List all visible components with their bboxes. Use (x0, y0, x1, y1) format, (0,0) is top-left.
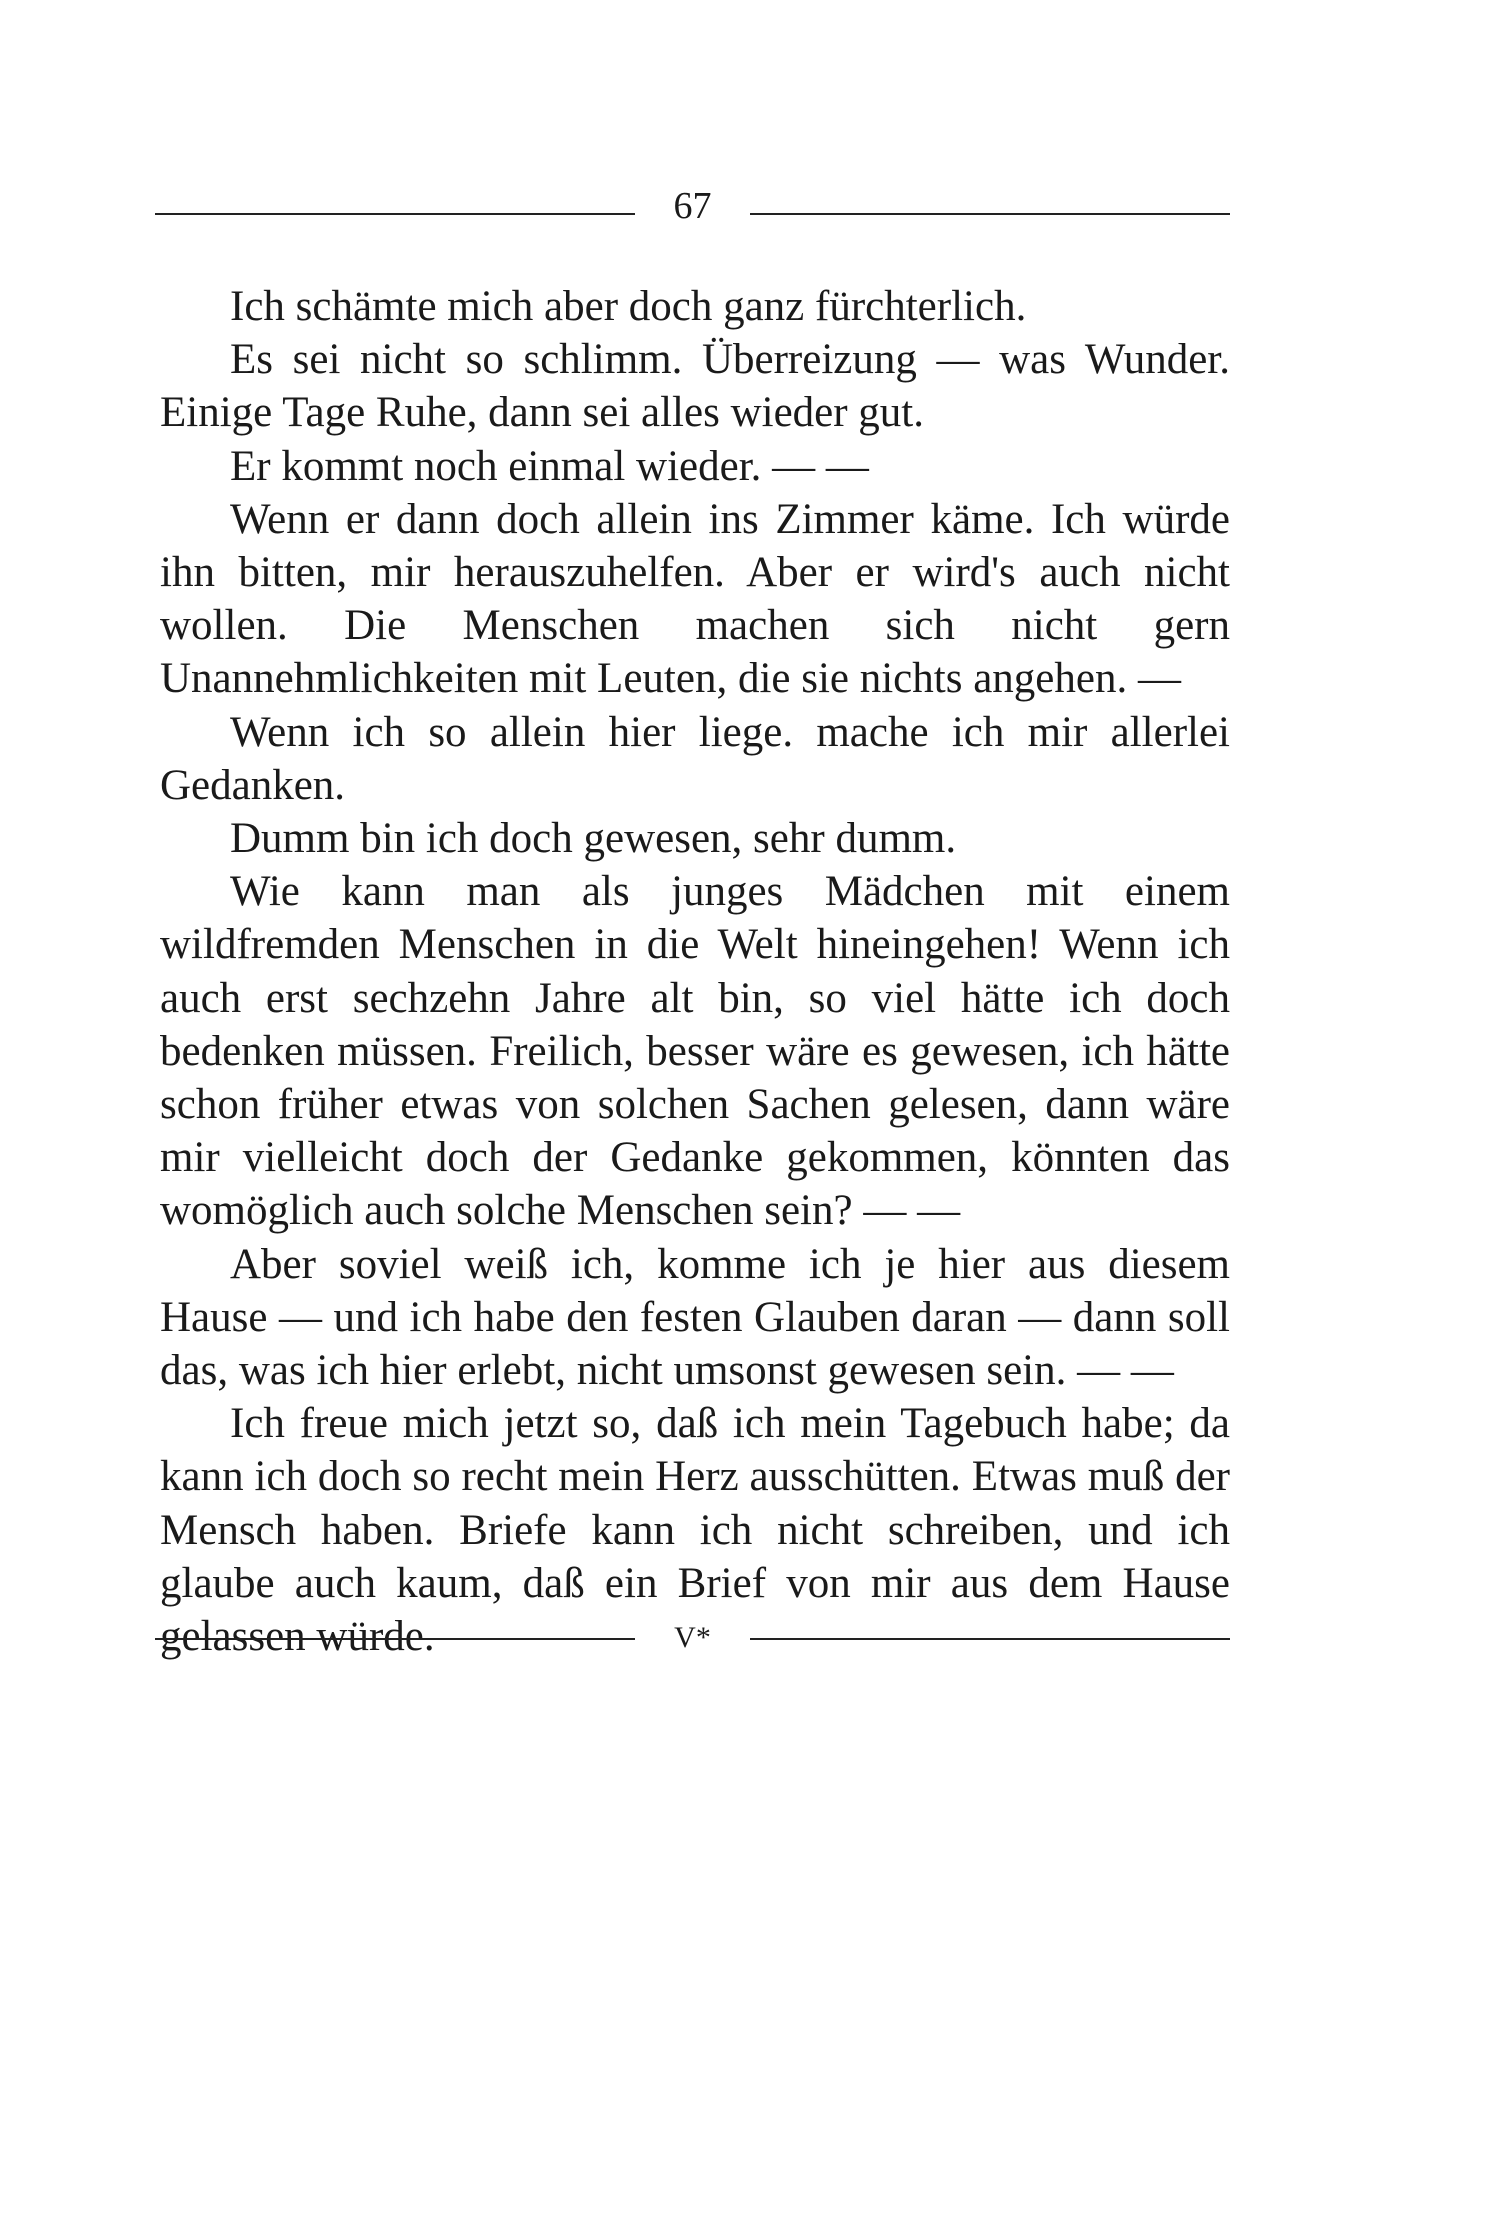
body-text (160, 280, 1230, 1663)
paragraph: Aber soviel weiß ich, komme ich je hier aus diesem Hause — und ich habe den festen Glauben daran — dann soll das, was ich hier erlebt, nicht umsonst gewesen sein. — — (160, 1240, 1230, 1395)
page-number: 67 (673, 185, 712, 227)
paragraph: Ich freue mich jetzt so, daß ich mein Tagebuch habe; da kann ich doch so recht mein Herz ausschütten. Etwas muß der Mensch haben. Briefe kann ich nicht schreiben, und ich glaube auch kaum, daß ein Brief von mir aus dem Hause gelassen würde. (160, 1400, 1230, 1661)
page-header (155, 170, 1230, 240)
footer-rule-right (750, 1638, 1230, 1640)
paragraph: Es sei nicht so schlimm. Überreizung — was Wunder. Einige Tage Ruhe, dann sei alles wieder gut. (160, 336, 1230, 437)
paragraph: Wie kann man als junges Mädchen mit einem wildfremden Menschen in die Welt hineingehen! Wenn ich auch erst sechzehn Jahre alt bin, so viel hätte ich doch bedenken müssen. Freilich, besser wäre es gewesen, ich hätte schon früher etwas von solchen Sachen gelesen, dann wäre mir vielleicht doch der Gedanke gekommen, könnten das womöglich auch solche Menschen sein? — — (160, 868, 1230, 1235)
paragraph: Dumm bin ich doch gewesen, sehr dumm. (230, 815, 957, 863)
paragraph: Ich schämte mich aber doch ganz fürchterlich. (230, 283, 1027, 330)
paragraph: Wenn ich so allein hier liege. mache ich mir allerlei Gedanken. (160, 708, 1230, 809)
paragraph: Wenn er dann doch allein ins Zimmer käme. Ich würde ihn bitten, mir herauszuhelfen. Aber er wird's auch nicht wollen. Die Menschen machen sich nicht gern Unannehmlichkeiten mit Leuten, die sie nichts angehen. — (160, 495, 1230, 703)
paragraph: Er kommt noch einmal wieder. — — (230, 442, 869, 490)
header-rule-right (750, 213, 1230, 215)
page-footer (155, 1608, 1230, 1668)
signature-mark: V* (674, 1621, 711, 1654)
